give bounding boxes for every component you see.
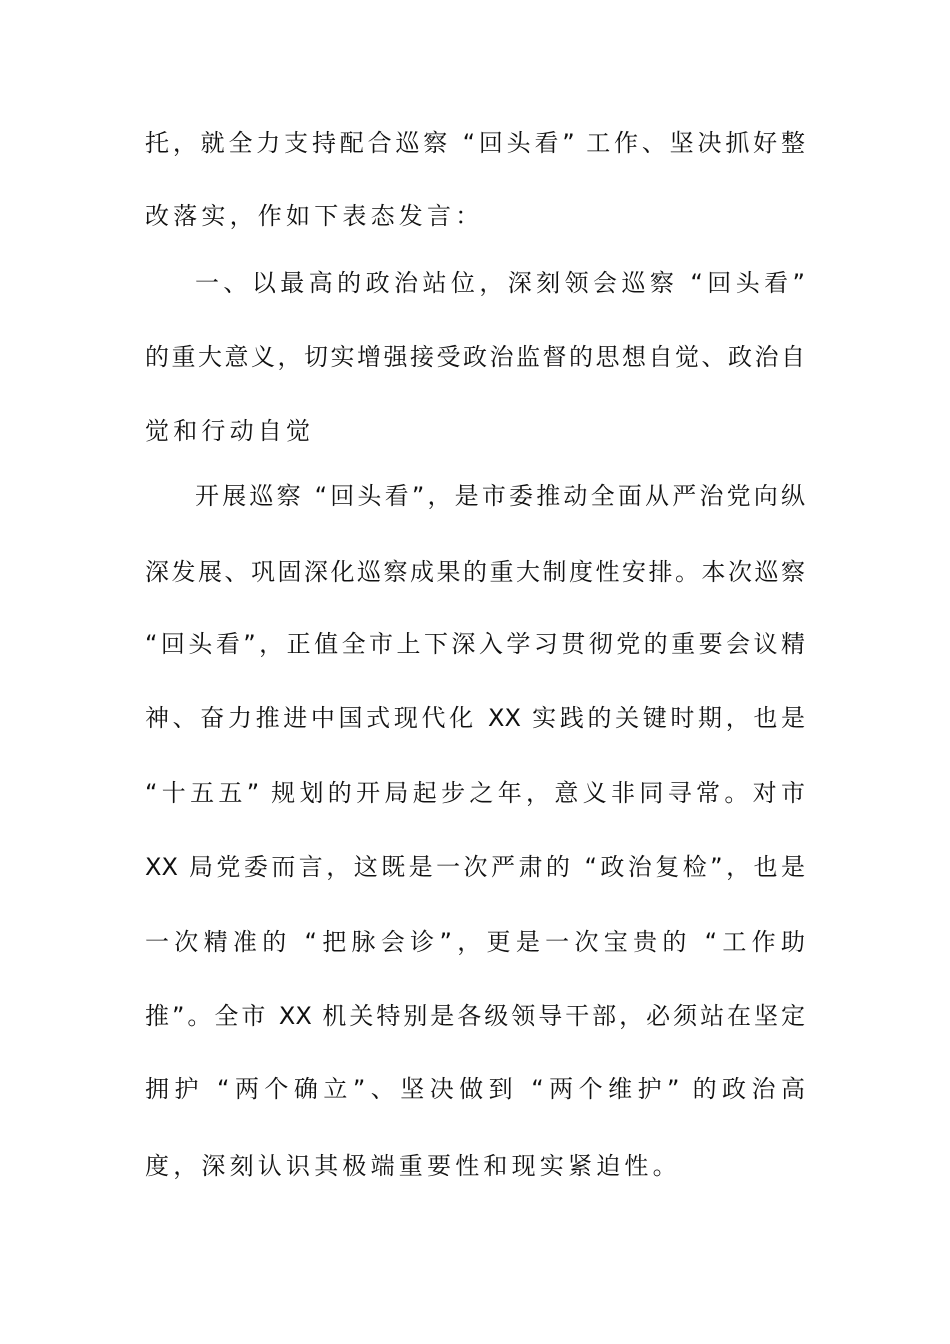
text-line: XX 局党委而言，这既是一次严肃的 “政治复检”，也是 bbox=[145, 853, 805, 881]
text-line: “回头看”，正值全市上下深入学习贯彻党的重要会议精 bbox=[145, 630, 805, 658]
text-line: 托，就全力支持配合巡察 “回头看” 工作、坚决抓好整 bbox=[145, 129, 805, 157]
text-line: 开展巡察 “回头看”，是市委推动全面从严治党向纵 bbox=[195, 482, 805, 510]
text-line: 一次精准的 “把脉会诊”，更是一次宝贵的 “工作助 bbox=[145, 928, 805, 956]
text-line: 拥护 “两个确立”、坚决做到 “两个维护” 的政治高 bbox=[145, 1075, 805, 1103]
text-line: 改落实，作如下表态发言： bbox=[145, 202, 484, 230]
text-line: 神、奋力推进中国式现代化 XX 实践的关键时期，也是 bbox=[145, 704, 805, 732]
section-heading-line: 觉和行动自觉 bbox=[145, 417, 315, 445]
text-line: 度，深刻认识其极端重要性和现实紧迫性。 bbox=[145, 1152, 681, 1180]
text-line: 深发展、巩固深化巡察成果的重大制度性安排。本次巡察 bbox=[145, 558, 805, 586]
section-heading-line: 一、以最高的政治站位，深刻领会巡察 “回头看” bbox=[195, 269, 805, 297]
text-line: “十五五” 规划的开局起步之年，意义非同寻常。对市 bbox=[145, 779, 805, 807]
text-line: 推”。全市 XX 机关特别是各级领导干部，必须站在坚定 bbox=[145, 1002, 805, 1030]
section-heading-line: 的重大意义，切实增强接受政治监督的思想自觉、政治自 bbox=[145, 343, 805, 371]
